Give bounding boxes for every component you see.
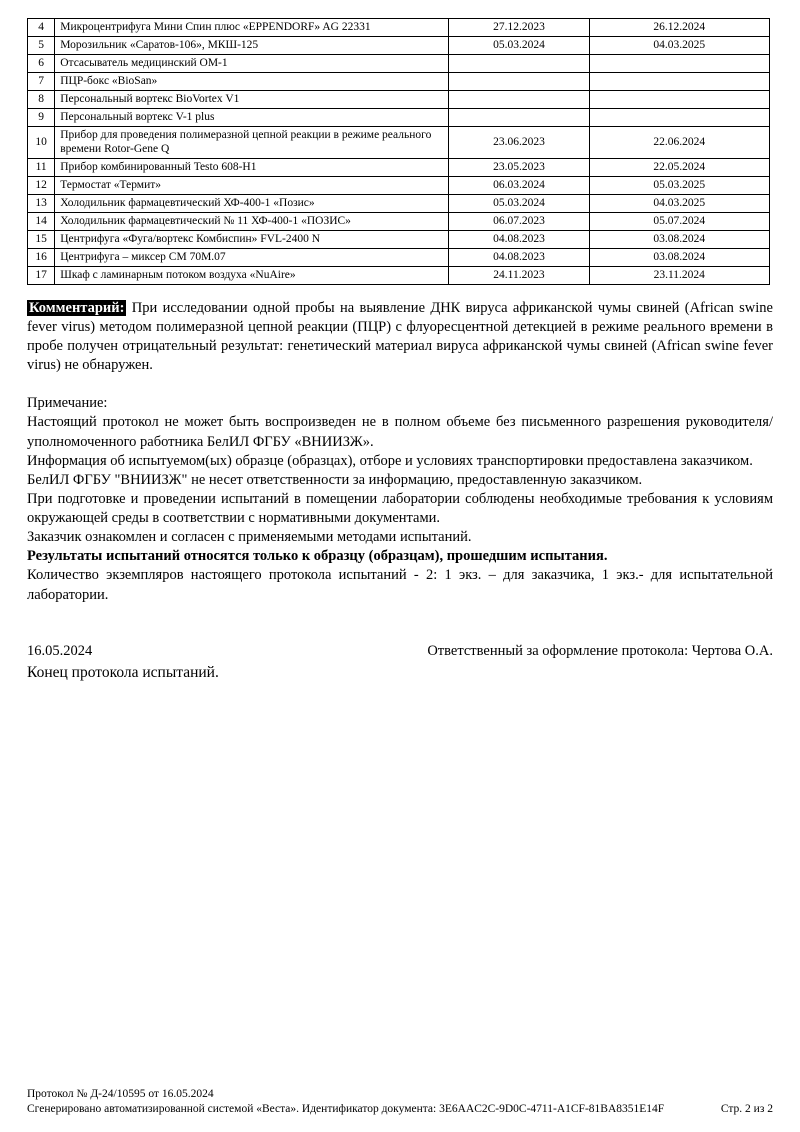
note-line-2: Информация об испытуемом(ых) образце (образцах), отборе и условиях транспортировки предоставлена заказчиком. xyxy=(27,452,753,469)
table-cell-num: 9 xyxy=(28,109,55,127)
table-cell-d1: 23.06.2023 xyxy=(449,127,589,159)
table-cell-name: Шкаф с ламинарным потоком воздуха «NuAire» xyxy=(55,266,449,284)
table-cell-name: Холодильник фармацевтический ХФ-400-1 «Позис» xyxy=(55,194,449,212)
table-cell-d2: 03.08.2024 xyxy=(589,230,769,248)
notes-section xyxy=(27,394,773,604)
table-cell-name: Центрифуга – миксер СМ 70М.07 xyxy=(55,248,449,266)
comment-label: Комментарий: xyxy=(29,299,125,316)
table-cell-name: Персональный вортекс V-1 plus xyxy=(55,109,449,127)
note-line-1: Настоящий протокол не может быть воспроизведен не в полном объеме без письменного разрешения руководителя/уполномоченного работника БелИЛ ФГБУ «ВНИИЗЖ». xyxy=(27,414,773,450)
table-row xyxy=(28,55,770,73)
table-row xyxy=(28,37,770,55)
table-cell-d2: 26.12.2024 xyxy=(589,19,769,37)
comment-paragraph xyxy=(27,299,773,376)
table-cell-num: 12 xyxy=(28,176,55,194)
table-cell-d1: 23.05.2023 xyxy=(449,158,589,176)
equipment-table-body xyxy=(28,19,770,285)
table-cell-num: 4 xyxy=(28,19,55,37)
table-cell-d1: 27.12.2023 xyxy=(449,19,589,37)
table-cell-d2 xyxy=(589,109,769,127)
table-cell-d2: 22.05.2024 xyxy=(589,158,769,176)
table-cell-d2: 04.03.2025 xyxy=(589,37,769,55)
table-row xyxy=(28,127,770,159)
table-row xyxy=(28,109,770,127)
table-cell-d1 xyxy=(449,55,589,73)
table-cell-d2: 05.07.2024 xyxy=(589,212,769,230)
footer-protocol-number: Протокол № Д-24/10595 от 16.05.2024 xyxy=(27,1087,214,1100)
note-copies-line: Количество экземпляров настоящего протокола испытаний - 2: 1 экз. – для заказчика, 1 экз.- для испытательной лаборатории. xyxy=(27,567,773,603)
table-row xyxy=(28,73,770,91)
table-row xyxy=(28,19,770,37)
table-cell-d1: 06.03.2024 xyxy=(449,176,589,194)
table-cell-name: Отсасыватель медицинский ОМ-1 xyxy=(55,55,449,73)
table-cell-name: Термостат «Термит» xyxy=(55,176,449,194)
comment-text: При исследовании одной пробы на выявление ДНК вируса африканской чумы свиней (African swine fever virus) методом полимеразной цепной реакции (ПЦР) с флуоресцентной детекцией в режиме реального времени в пробе получен отрицательный результат: генетический материал вируса африканской чумы свиней (African swine fever virus) не обнаружен. xyxy=(27,299,773,374)
table-cell-num: 17 xyxy=(28,266,55,284)
table-cell-num: 11 xyxy=(28,158,55,176)
table-cell-num: 5 xyxy=(28,37,55,55)
table-cell-d2: 04.03.2025 xyxy=(589,194,769,212)
table-cell-d1 xyxy=(449,91,589,109)
table-cell-name: ПЦР-бокс «BioSan» xyxy=(55,73,449,91)
table-cell-d2: 23.11.2024 xyxy=(589,266,769,284)
table-cell-d1 xyxy=(449,73,589,91)
page-footer xyxy=(27,1087,773,1118)
signoff-responsible: Ответственный за оформление протокола: Чертова О.А. xyxy=(427,642,773,659)
table-row xyxy=(28,176,770,194)
table-cell-num: 13 xyxy=(28,194,55,212)
table-cell-num: 14 xyxy=(28,212,55,230)
table-cell-d2 xyxy=(589,91,769,109)
table-cell-num: 8 xyxy=(28,91,55,109)
table-cell-name: Прибор комбинированный Testo 608-H1 xyxy=(55,158,449,176)
footer-page-indicator: Стр. 2 из 2 xyxy=(720,1103,773,1116)
notes-title: Примечание: xyxy=(27,395,108,412)
table-row xyxy=(28,91,770,109)
table-cell-num: 16 xyxy=(28,248,55,266)
table-cell-d1 xyxy=(449,109,589,127)
table-cell-num: 15 xyxy=(28,230,55,248)
note-bold-line: Результаты испытаний относятся только к образцу (образцам), прошедшим испытания. xyxy=(27,548,608,565)
table-cell-name: Микроцентрифуга Мини Спин плюс «EPPENDORF» AG 22331 xyxy=(55,19,449,37)
table-cell-d1: 06.07.2023 xyxy=(449,212,589,230)
table-cell-d1: 04.08.2023 xyxy=(449,248,589,266)
table-cell-num: 10 xyxy=(28,127,55,159)
table-cell-num: 7 xyxy=(28,73,55,91)
table-row xyxy=(28,158,770,176)
table-cell-name: Прибор для проведения полимеразной цепной реакции в режиме реального времени Rotor-Gene Q xyxy=(55,127,449,159)
table-cell-d1: 04.08.2023 xyxy=(449,230,589,248)
end-of-protocol-line: Конец протокола испытаний. xyxy=(27,663,219,681)
table-cell-name: Персональный вортекс BioVortex V1 xyxy=(55,91,449,109)
table-cell-name: Центрифуга «Фуга/вортекс Комбиспин» FVL-2400 N xyxy=(55,230,449,248)
equipment-table xyxy=(27,18,770,285)
signoff-row xyxy=(27,643,773,660)
table-cell-d2: 03.08.2024 xyxy=(589,248,769,266)
table-row xyxy=(28,212,770,230)
table-cell-d1: 24.11.2023 xyxy=(449,266,589,284)
table-row xyxy=(28,230,770,248)
table-cell-d2 xyxy=(589,73,769,91)
table-cell-name: Морозильник «Саратов-106», МКШ-125 xyxy=(55,37,449,55)
table-cell-name: Холодильник фармацевтический № 11 ХФ-400-1 «ПОЗИС» xyxy=(55,212,449,230)
footer-row-2 xyxy=(27,1102,773,1118)
table-row xyxy=(28,248,770,266)
table-row xyxy=(28,266,770,284)
note-line-3: БелИЛ ФГБУ "ВНИИЗЖ" не несет ответственности за информацию, предоставленную заказчиком. xyxy=(27,471,643,488)
table-row xyxy=(28,194,770,212)
table-cell-d1: 05.03.2024 xyxy=(449,37,589,55)
note-line-4: При подготовке и проведении испытаний в помещении лаборатории соблюдены необходимые требования к условиям окружающей среды в соответствии с нормативными документами. xyxy=(27,490,773,526)
note-line-5: Заказчик ознакомлен и согласен с применяемыми методами испытаний. xyxy=(27,529,472,546)
signoff-date: 16.05.2024 xyxy=(27,642,93,659)
footer-generated-line: Сгенерировано автоматизированной системой «Веста». Идентификатор документа: 3E6AAC2C-9D0C-4711-A1CF-81BA8351E14F xyxy=(27,1103,665,1116)
table-cell-d2: 22.06.2024 xyxy=(589,127,769,159)
table-cell-num: 6 xyxy=(28,55,55,73)
table-cell-d2 xyxy=(589,55,769,73)
table-cell-d2: 05.03.2025 xyxy=(589,176,769,194)
table-cell-d1: 05.03.2024 xyxy=(449,194,589,212)
